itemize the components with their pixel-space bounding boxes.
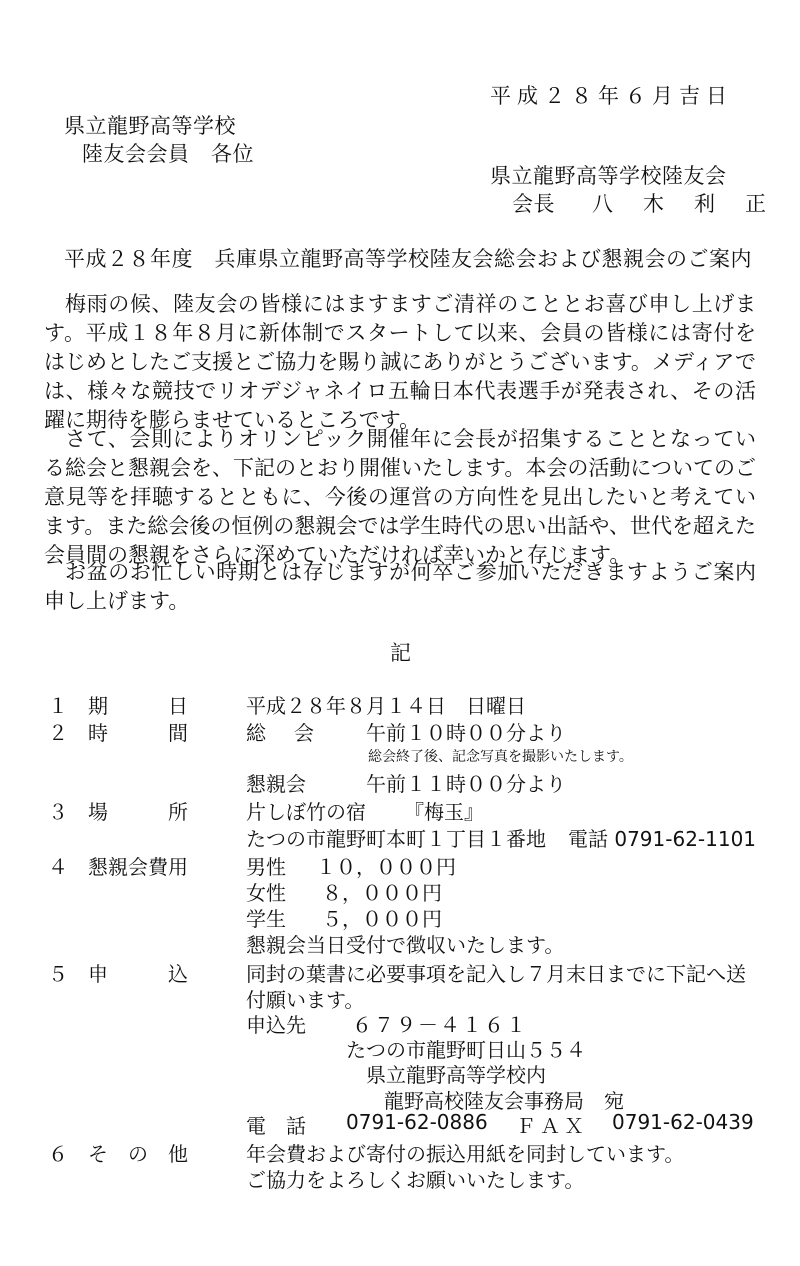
dest-school: 県立龍野高等学校内 [366,1063,546,1087]
apply-text-1: 同封の葉書に必要事項を記入し７月末日までに下記へ送 [246,962,746,986]
venue: 片しぼ竹の宿 [246,800,366,824]
paragraph-1: 梅雨の候、陸友会の皆様にはますますご清祥のこととお喜び申し上げます。平成１８年８月に新体制でスタートして以来、会員の皆様には寄付をはじめとしたご支援とご協力を賜り誠にありがとうございます。メディアでは、様々な競技でリオデジャネイロ五輪日本代表選手が発表され、その活躍に期待を膨らませているところです。 [44,292,756,432]
venue-address: たつの市龍野町本町１丁目１番地 [246,827,546,851]
sender-org: 県立龍野高等学校陸友会 [490,164,727,188]
male-label: 男性 [246,855,286,879]
female-label: 女性 [246,881,286,905]
item-3-label: 場 所 [88,800,188,824]
venue-name: 『梅玉』 [404,800,484,824]
item-5-number: ５ [48,962,68,986]
item-2-number: ２ [48,721,68,745]
item-6-number: ６ [48,1142,68,1166]
soukai-time: 午前１０時００分より [366,721,566,745]
paragraph-2: さて、会則によりオリンピック開催年に会長が招集することとなっている総会と懇親会を、下記のとおり開催いたします。本会の活動についてのご意見等を拝聴するとともに、今後の運営の方向性を見出したいと考えています。また総会後の恒例の懇親会では学生時代の思い出話や、世代を超えた会員間の懇親をさらに深めていただければ幸いかと存じます。 [44,427,756,567]
paragraph-3: お盆のお忙しい時期とは存じますが何卒ご参加いただきますようご案内申し上げます。 [44,560,756,613]
item-4-label: 懇親会費用 [88,855,188,879]
tel-label: 電 話 [246,1114,306,1138]
recipient-members: 陸友会会員 各位 [82,142,254,166]
item-2-label: 時 間 [88,721,188,745]
item-6-label: そ の 他 [88,1142,188,1166]
fax-label: ＦＡＸ [516,1114,588,1138]
photo-note: 総会終了後、記念写真を撮影いたします。 [368,749,633,765]
sender-name: 八木利正 [592,192,796,216]
fee-note: 懇親会当日受付で徴収いたします。 [246,933,565,957]
dest-office: 龍野高校陸友会事務局 宛 [384,1089,624,1113]
soukai-label: 総 会 [246,721,318,745]
item-5-label: 申 込 [88,962,188,986]
document-title: 平成２８年度 兵庫県立龍野高等学校陸友会総会および懇親会のご案内 [64,247,752,271]
student-label: 学生 [246,907,286,931]
venue-tel: 電話 0791-62-1101 [568,827,757,851]
other-text-2: ご協力をよろしくお願いいたします。 [246,1168,585,1192]
ki-heading: 記 [390,641,412,665]
document-date: 平成２８年６月吉日 [490,84,733,108]
other-text-1: 年会費および寄付の振込用紙を同封しています。 [246,1142,685,1166]
male-fee: １０，０００円 [316,855,456,879]
sender-title: 会長 [512,192,555,216]
female-fee: ８，０００円 [322,881,442,905]
dest-label: 申込先 [246,1013,306,1037]
dest-zip: ６７９－４１６１ [352,1013,528,1037]
dest-address: たつの市龍野町日山５５４ [346,1038,586,1062]
office-tel: 0791-62-0886 [346,1110,488,1134]
item-1-label: 期 日 [88,694,188,718]
office-fax: 0791-62-0439 [612,1110,754,1134]
item-1-number: １ [48,694,68,718]
item-4-number: ４ [48,855,68,879]
konshin-time: 午前１１時００分より [366,772,566,796]
apply-text-2: 付願います。 [246,988,365,1012]
event-date: 平成２８年８月１４日 日曜日 [246,694,526,718]
item-3-number: ３ [48,800,68,824]
recipient-school: 県立龍野高等学校 [64,114,236,138]
student-fee: ５，０００円 [322,907,442,931]
konshin-label: 懇親会 [246,772,306,796]
